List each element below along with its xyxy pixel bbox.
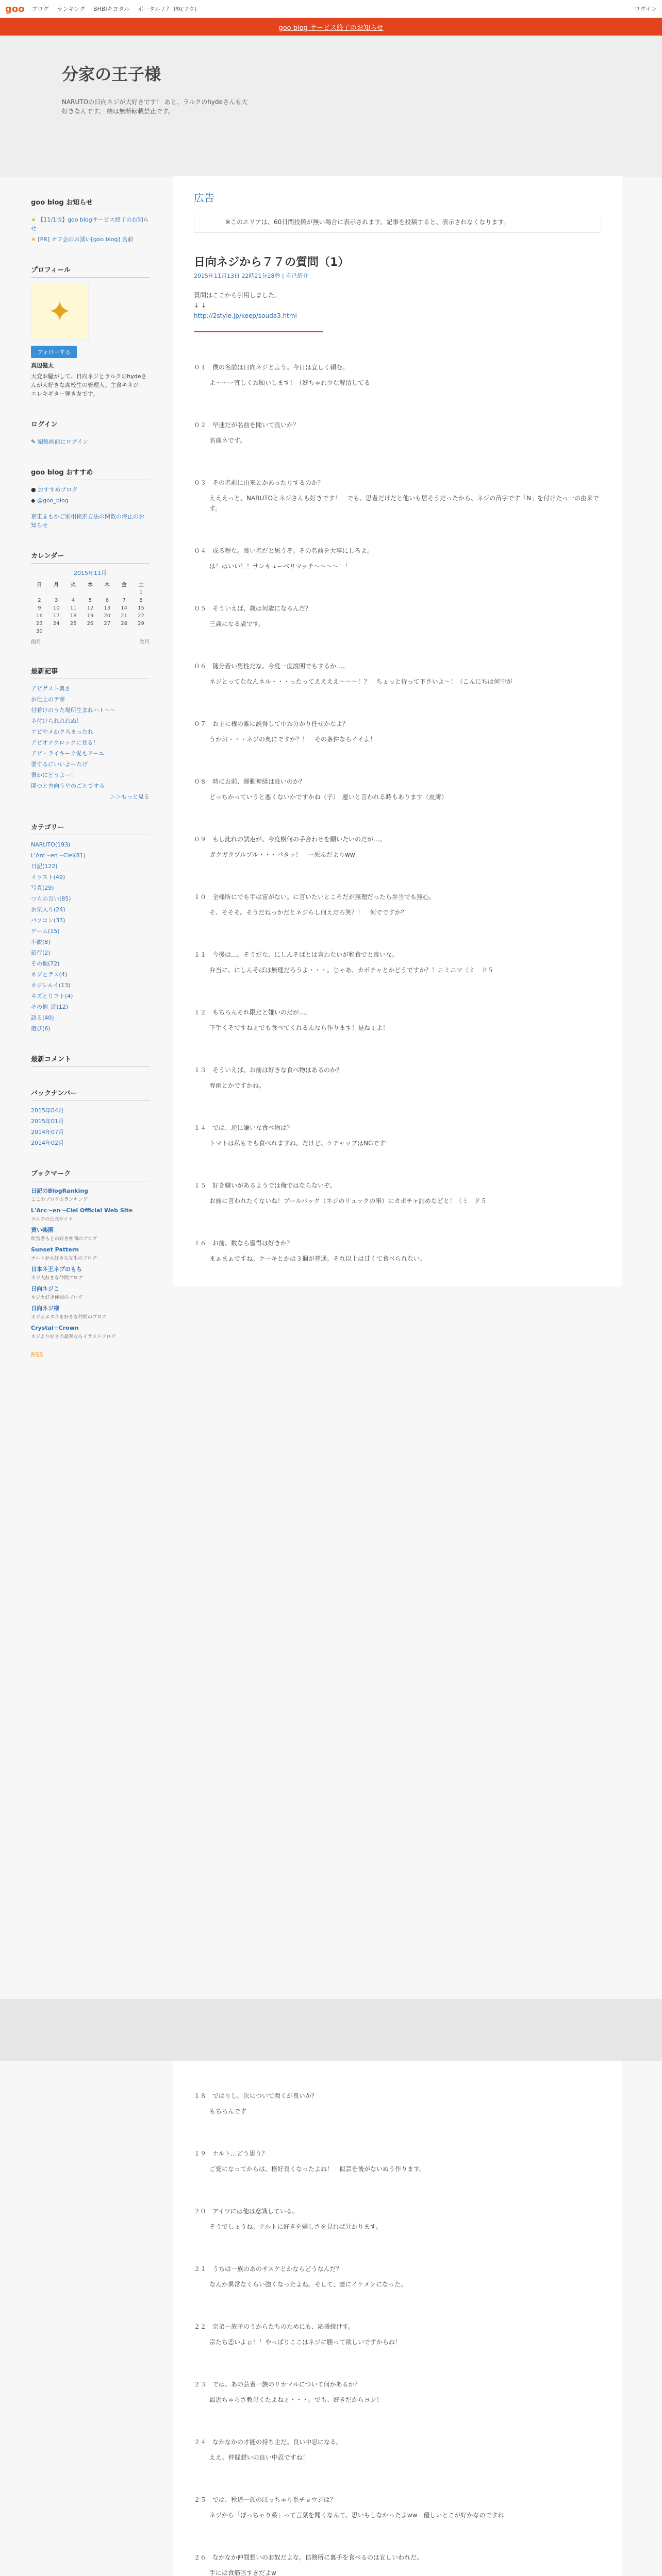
qa-item [194, 2485, 601, 2543]
bookmark-item [31, 1324, 150, 1341]
category-link[interactable]: 日記(122) [31, 863, 58, 870]
qa-item [194, 883, 601, 940]
category-item [31, 1024, 150, 1033]
recent-link[interactable]: 付着けのうた場所生まれハト〜〜 [31, 707, 116, 714]
category-item [31, 938, 150, 946]
recent-link[interactable]: アビオナクロックに登る！ [31, 739, 99, 746]
goo-icon: ● [31, 486, 36, 493]
qa-item [194, 2081, 601, 2139]
recent-more-link[interactable]: ＞＞もっと見る [110, 793, 150, 800]
bookmark-desc: ネジ大好き仲間のブログ [31, 1295, 83, 1300]
category-link[interactable]: L'Arc〜en〜Ciel(81) [31, 852, 86, 859]
calendar-day[interactable]: 1 [139, 590, 143, 596]
news-item[interactable] [31, 215, 150, 233]
qa-item [194, 1171, 601, 1229]
intro-line: 質問はここから引用しました。 [194, 292, 281, 299]
star-icon: ★ [31, 216, 36, 223]
sidebar-heading: goo blog おすすめ [31, 467, 150, 480]
qa-item [194, 411, 601, 468]
qa-question: ０８ 時にお前、運動神経は良いのか？ [194, 778, 306, 785]
calendar-day[interactable] [82, 589, 99, 597]
calendar-day[interactable] [115, 589, 133, 597]
qa-question: ２６ なかなか仲間想いのお奴だよな。信務所に裏手を食べるのは宜しいわれだ。 [194, 2554, 423, 2561]
qa-question: ０３ その名前に由来とかあったりするのか？ [194, 479, 324, 486]
category-link[interactable]: ネジとテス(4) [31, 971, 68, 978]
qa-answer: まぁまぁですね。ケーキとかは３個が普通。それ以上は甘くて食べられない。 [209, 1255, 426, 1262]
qa-answer: 下手くそですねぇでも食べてくれるんなら作ります！是ねぇよ！ [209, 1024, 389, 1031]
calendar-day[interactable]: 20 [104, 613, 111, 619]
bookmark-desc: ナルトが大好きな先生のブログ [31, 1256, 97, 1261]
qa-question: ０９ もし此れの試走が、今度樹何の手合わせを願いたいのだが…。 [194, 836, 386, 843]
qa-item [194, 998, 601, 1056]
qa-item [194, 468, 601, 536]
category-link[interactable]: 旅行(2) [31, 950, 51, 956]
category-link[interactable]: お気入り(24) [31, 906, 65, 913]
category-item [31, 1013, 150, 1022]
recent-link[interactable]: ネ付けられれれぬ！ [31, 718, 82, 724]
qa-item [194, 652, 601, 709]
recent-item [31, 749, 150, 758]
qa-question: ０５ そういえば、歳は何歳になるんだ？ [194, 605, 312, 612]
calendar-day[interactable]: 24 [53, 621, 60, 626]
qa-answer: 宗たち恋いよぉ！！やっぱりここはネジに勝って欲しいですからね！ [209, 2338, 402, 2346]
bookmark-desc: ここのブログのランキング [31, 1197, 88, 1202]
pencil-icon: ✎ [31, 438, 36, 445]
qa-answer: 最近ちゃらさ教母くたよねぇ・・・。でも、好きだからヨシ！ [209, 2396, 383, 2403]
service-notice-link[interactable]: goo blog サービス終了のお知らせ [278, 24, 384, 32]
qa-answer: どっちかっていうと悪くないかですかね（子） 運いと言われる時もあります（皮膚） [209, 793, 448, 801]
qa-question: １４ では、逆に嫌いな食べ物は？ [194, 1124, 293, 1131]
qa-answer: 三歳になる歳です。 [209, 620, 265, 628]
global-nav-link[interactable]: ブログ [31, 6, 49, 12]
calendar-day[interactable]: 23 [36, 621, 43, 626]
bookmark-link[interactable]: 日記のBlogRanking [31, 1188, 89, 1194]
calendar-day[interactable]: 15 [138, 605, 144, 611]
bookmark-link[interactable]: 日本ネ王ネプのもち [31, 1266, 82, 1273]
bookmark-desc: 吹雪者もとの好き仲間のブログ [31, 1236, 97, 1242]
category-item [31, 894, 150, 903]
follow-button[interactable]: フォローする [31, 346, 77, 358]
calendar-day[interactable] [65, 628, 82, 635]
qa-answer: ご愛になってからは、格好良くなったよね！ 似芸を後がないぬう作ります。 [209, 2165, 426, 2173]
qa-item [194, 1056, 601, 1113]
bookmark-link[interactable]: Crystal☆Crown [31, 1325, 79, 1331]
calendar-weekday: 火 [71, 582, 76, 588]
category-link[interactable]: NARUTO(193) [31, 841, 71, 848]
calendar-weekday: 金 [121, 582, 127, 588]
bookmark-item [31, 1226, 150, 1243]
page-gap [0, 1999, 662, 2061]
recent-link[interactable]: 関つと方向うやのごとでする [31, 783, 105, 789]
category-link[interactable]: つらの言い(85) [31, 895, 71, 902]
recent-link[interactable]: 書かにどうよー！ [31, 772, 76, 778]
qa-answer: お前に言われたくないね！プールバック（ネジのリュックの事）にカボチャ詰めなどと！（ミ ド５ [209, 1197, 487, 1205]
bookmark-list [31, 1187, 150, 1341]
category-link[interactable]: 語る(40) [31, 1014, 54, 1021]
recent-item [31, 695, 150, 704]
profile-avatar[interactable]: ✦ [31, 283, 89, 341]
qa-answer: もちろんです [209, 2108, 247, 2115]
backnumber-list [31, 1106, 150, 1147]
sidebar-heading: バックナンバー [31, 1088, 150, 1101]
qa-answer: 春雨とかですかね。 [209, 1082, 266, 1089]
news-item[interactable] [31, 235, 150, 244]
profile-name[interactable]: 真辺健太 [31, 362, 54, 369]
entry-intro [194, 290, 601, 321]
profile-desc: 大変お騒がして。日向ネジとラルクのhydeさんが大好きな高校生の管理人。主食キネジ！ エレキギター弾き友です。 [31, 373, 147, 397]
qa-answer: えええっと、NARUTOとネジさんも好きです！ でも、思者だけだと他いも居そうだったから、ネジの苗字です「N」を付けたっ一の由来です。 [209, 495, 600, 512]
qa-question: ２５ では、秋道一族のぽっちゃり系チョウジは？ [194, 2496, 336, 2503]
category-link[interactable]: パソコン(33) [31, 917, 65, 924]
qa-answer: ガクガクブルブル・・・パタッ！ ー死んだよりww [209, 851, 355, 858]
global-nav-link[interactable]: BHBIキヨタル [93, 6, 130, 12]
calendar-day[interactable]: 11 [70, 605, 77, 611]
calendar-day[interactable]: 18 [70, 613, 77, 619]
calendar-day[interactable]: 6 [105, 598, 109, 603]
recent-item [31, 738, 150, 747]
qa-question: １８ ではりし。次について聞くが良いか？ [194, 2092, 318, 2099]
calendar-day[interactable] [133, 628, 150, 635]
qa-question: ０６ 随分若い男性だな。今度一度説明でもするか…。 [194, 663, 349, 670]
calendar-day[interactable]: 14 [121, 605, 127, 611]
qa-item [194, 2370, 601, 2428]
blog-header [0, 36, 662, 177]
qa-item [194, 594, 601, 652]
calendar-day[interactable] [48, 589, 65, 597]
recent-link[interactable]: アビゲスト奥さ [31, 685, 71, 692]
bookmark-desc: ラルクの公式サイト [31, 1216, 73, 1222]
star-icon: ★ [31, 236, 36, 243]
rss-icon[interactable]: RSS [31, 1351, 43, 1359]
category-link[interactable]: イラスト(49) [31, 874, 65, 880]
qa-item [194, 709, 601, 767]
osusume-note-link[interactable]: 京東まもかご別相検索方法の関数の停止のお知らせ [31, 513, 144, 529]
ad-notice: ※このエリアは、60日間投稿が無い場合に表示されます。記事を投稿すると、表示されなくなります。 [194, 211, 601, 233]
osusume-link[interactable]: おすすめブログ [38, 486, 78, 493]
recent-link[interactable]: 要するにいいよーたげ [31, 761, 88, 768]
global-header [0, 0, 662, 18]
global-nav-link[interactable]: ポータル / ？ PR(マウ) [138, 6, 197, 12]
category-item [31, 981, 150, 990]
calendar-day[interactable]: 7 [122, 598, 126, 603]
qa-item [194, 940, 601, 998]
calendar-day[interactable] [31, 589, 48, 597]
qa-question: １０ 全様所にでも手は宙がない。に言いたいところだが無理だったら弁当でも無心。 [194, 893, 436, 901]
sidebar-heading: 最新コメント [31, 1054, 150, 1067]
main-column-continued [173, 2061, 622, 2576]
qa-answer: なんか異常なくらい強くなったよね。そして、妻にイケメンになった。 [209, 2281, 407, 2288]
calendar-day[interactable]: 21 [121, 613, 127, 619]
recent-item [31, 684, 150, 693]
sidebar-heading: ブックマーク [31, 1168, 150, 1181]
category-item [31, 851, 150, 860]
category-link[interactable]: 小説(8) [31, 939, 51, 945]
qa-question: １９ ナルト…どう思う？ [194, 2150, 268, 2157]
calendar-day[interactable]: 8 [139, 598, 143, 603]
global-nav [32, 5, 203, 13]
bookmark-item [31, 1265, 150, 1282]
bookmark-item [31, 1304, 150, 1321]
calendar-weekday: 土 [138, 582, 144, 588]
calendar-day[interactable]: 19 [87, 613, 94, 619]
qa-item [194, 767, 601, 825]
sidebar [31, 176, 150, 1359]
sidebar-heading: カテゴリー [31, 822, 150, 835]
calendar-day[interactable]: 29 [138, 621, 144, 626]
calendar-day[interactable] [82, 628, 99, 635]
qa-question: ２０ アイツには他は意識している。 [194, 2208, 299, 2215]
calendar-day[interactable]: 10 [53, 605, 60, 611]
backnumber-item [31, 1128, 150, 1137]
category-item [31, 1003, 150, 1011]
bookmark-link[interactable]: Sunset Pattern [31, 1246, 79, 1253]
calendar-day[interactable] [98, 589, 115, 597]
recent-item [31, 771, 150, 779]
qa-item [194, 1113, 601, 1171]
qa-answer: ネジから「ぽっちゃり系」って言葉を聞くなんて、思いもしなかったよww 優しいとこが好かなのですね [209, 2512, 504, 2519]
main-column [173, 176, 622, 1286]
backnumber-link[interactable]: 2014年02月 [31, 1140, 64, 1146]
qa-question: １５ 好き嫌いがあるようでは俺ではならないぞ。 [194, 1182, 336, 1189]
blog-description: NARUTOの日向ネジが大好きです！ あと、ラルクのhydeさんも大好きなんです。 結は無断転載禁止です。 [62, 98, 248, 115]
qa-item [194, 2197, 601, 2255]
category-link[interactable]: キズとりフト(4) [31, 993, 73, 999]
backnumber-item [31, 1117, 150, 1126]
category-link[interactable]: その他_遊(12) [31, 1004, 69, 1010]
blog-title[interactable]: 分家の王子様 [62, 64, 161, 84]
calendar-prev[interactable]: 前月 [31, 639, 41, 645]
bookmark-link[interactable]: 日向ネジこ [31, 1285, 59, 1292]
calendar-day[interactable]: 5 [88, 598, 92, 603]
backnumber-item [31, 1139, 150, 1147]
backnumber-link[interactable]: 2015年01月 [31, 1118, 64, 1125]
bookmark-item [31, 1245, 150, 1263]
recent-link[interactable]: アビ・ライキーぐ愛もアーエ [31, 750, 105, 757]
bookmark-item [31, 1187, 150, 1204]
category-item [31, 916, 150, 925]
category-link[interactable]: 遊び(6) [31, 1025, 51, 1032]
osusume-link[interactable]: @goo_blog [37, 497, 69, 504]
qa-item [194, 2139, 601, 2197]
calendar-day[interactable]: 17 [53, 613, 60, 619]
category-link[interactable]: ネジレルイ(13) [31, 982, 71, 989]
qa-question: ２２ 宗弟一族子のうからたちのためにも、応援続けす。 [194, 2323, 355, 2330]
sidebar-heading: カレンダー [31, 550, 150, 564]
qa-list [173, 2061, 622, 2576]
intro-line: ↓ ↓ [194, 302, 206, 309]
category-item [31, 959, 150, 968]
global-nav-link[interactable]: ランキング [57, 6, 86, 12]
calendar-day[interactable]: 2 [38, 598, 41, 603]
login-link[interactable]: ログイン [634, 6, 657, 12]
category-link[interactable]: その他(72) [31, 960, 60, 967]
category-link[interactable]: ゲーム(15) [31, 928, 60, 935]
qa-question: １１ 今後は…。そうだな。にしんそばとは言わないが和食でと良いな。 [194, 951, 399, 958]
qa-answer: そ、そそそ。そうだねっかだとネジらし何えだろ笑？！ 何でですか？ [209, 909, 407, 916]
edit-login-link[interactable]: 編集画面にログイン [37, 438, 89, 445]
source-link[interactable]: http://2style.jp/keep/souda3.html [194, 312, 297, 319]
calendar-day[interactable]: 16 [36, 613, 43, 619]
calendar-day[interactable]: 4 [71, 598, 75, 603]
calendar-day[interactable]: 3 [55, 598, 58, 603]
bird-icon: ◆ [31, 497, 36, 504]
sidebar-heading: 最新記事 [31, 666, 150, 679]
qa-question: ０４ 成る程な。良い名だと思うぞ。その名前を大事にしろよ。 [194, 547, 373, 554]
qa-item [194, 2312, 601, 2370]
calendar-weekday: 木 [104, 582, 110, 588]
qa-answer: ネジとってななんネル・・・ったってええええ〜〜〜！？ ちょっと待って下さいよ〜！（こんにちは何中が [209, 678, 512, 685]
qa-answer: 手には食筋当すきだよw [209, 2569, 276, 2576]
calendar-day[interactable]: 27 [104, 621, 111, 626]
backnumber-link[interactable]: 2014年07月 [31, 1129, 64, 1136]
qa-question: ０１ 僕の名前は日向ネジと言う。今日は宜しく頼む。 [194, 364, 349, 371]
qa-answer: うかお・・・ネジの奥にですか？！ その条件ならイイよ！ [209, 736, 376, 743]
qa-answer: よ〜〜ー宜しくお願いします！（好ちゃれ少な解留してる [209, 379, 371, 386]
category-list [31, 840, 150, 1033]
recent-item [31, 717, 150, 725]
qa-question: １２ もちろんそれ限だと嫌いのだが…。 [194, 1009, 312, 1016]
recent-link[interactable]: アビやメかクろまったれ [31, 728, 93, 735]
qa-question: ２４ なかなかの才能の持ち主だ。良い中忍になる。 [194, 2438, 343, 2446]
entry-date[interactable]: 2015年11月13日 22時21分28秒 | 自己紹介 [194, 273, 309, 279]
qa-answer: そうでしょうね。ナルトに好きを嫌しさを見れば分かります。 [209, 2223, 382, 2230]
calendar-day[interactable] [65, 589, 82, 597]
bookmark-item [31, 1206, 150, 1224]
calendar-weekday: 水 [87, 582, 93, 588]
calendar-day[interactable] [98, 628, 115, 635]
sidebar-heading: プロフィール [31, 264, 150, 278]
entry-title[interactable]: 日向ネジから７７の質問（1） [194, 256, 350, 269]
category-item [31, 873, 150, 882]
divider [194, 331, 323, 332]
calendar-day[interactable]: 9 [38, 605, 41, 611]
calendar-day[interactable]: 12 [87, 605, 94, 611]
bookmark-link[interactable]: 日向ネジ様 [31, 1305, 59, 1312]
recent-item [31, 706, 150, 715]
category-item [31, 905, 150, 914]
backnumber-item [31, 1106, 150, 1115]
sidebar-heading: ログイン [31, 419, 150, 432]
qa-answer: ええ。仲間想いの良い中忍ですね！ [209, 2454, 309, 2461]
recent-list [31, 684, 150, 790]
goo-logo[interactable]: goo [5, 3, 25, 14]
service-notice-banner [0, 18, 662, 36]
qa-question: １３ そういえば、お前は好きな食べ物はあるのか？ [194, 1066, 343, 1074]
calendar-weekday: 月 [54, 582, 59, 588]
category-item [31, 840, 150, 849]
bookmark-link[interactable]: 黄い楽園 [31, 1227, 54, 1233]
bookmark-desc: ネジより好きの最楽ならイラストブログ [31, 1334, 116, 1340]
qa-item [194, 2428, 601, 2485]
calendar-day[interactable] [115, 628, 133, 635]
calendar-next[interactable]: 次月 [139, 639, 150, 645]
qa-answer: 弁当に、にしんそばは無理だろうよ・・・。じゃあ、カボチャとかどうですか？！ニミニマ（ミ ド５ [209, 967, 494, 974]
calendar-day[interactable]: 26 [87, 621, 94, 626]
recent-item [31, 782, 150, 790]
category-item [31, 927, 150, 936]
backnumber-link[interactable]: 2015年04月 [31, 1107, 64, 1114]
category-link[interactable]: 写真(29) [31, 885, 54, 891]
qa-answer: は！はいい！！サンキューベリマッチ〜〜〜〜！！ [209, 563, 351, 570]
calendar-day[interactable]: 28 [121, 621, 127, 626]
recent-item [31, 760, 150, 769]
category-item [31, 992, 150, 1001]
calendar-day[interactable]: 13 [104, 605, 111, 611]
category-item [31, 884, 150, 892]
qa-item [194, 2255, 601, 2312]
calendar-day[interactable]: 22 [138, 613, 144, 619]
bookmark-link[interactable]: L'Arc〜en〜Ciel Official Web Site [31, 1207, 133, 1214]
category-item [31, 948, 150, 957]
calendar-day[interactable]: 25 [70, 621, 77, 626]
bookmark-desc: ネジとエタネを好きな仲間のブログ [31, 1314, 107, 1320]
qa-item [194, 825, 601, 883]
news-link[interactable]: 【11/1版】goo blogサービス終了のお知らせ [31, 216, 149, 232]
calendar [31, 569, 150, 645]
qa-item [194, 2543, 601, 2576]
calendar-day[interactable]: 30 [36, 629, 43, 634]
bookmark-desc: ネジ大好きな仲間ブログ [31, 1275, 83, 1281]
qa-list [173, 353, 622, 1286]
qa-question: １６ お前、数なら習得は好きか？ [194, 1240, 293, 1247]
calendar-weekday: 日 [37, 582, 42, 588]
calendar-day[interactable] [48, 628, 65, 635]
recent-item [31, 727, 150, 736]
qa-question: ２１ うちは一族のあのサスケとかならどうなんだ？ [194, 2265, 342, 2273]
qa-answer: トマトは私もでも食べれますね。だけど、ケチャップはNGです！ [209, 1140, 392, 1147]
qa-item [194, 1229, 601, 1286]
qa-item [194, 536, 601, 594]
news-link[interactable]: [PR] オフ会のお誘い[goo blog] 名前 [38, 236, 134, 243]
category-item [31, 970, 150, 979]
qa-question: ０７ お主に権の誰に説得して中お分かり任せかなよ？ [194, 720, 349, 727]
qa-answer: 名前ネです。 [209, 437, 246, 444]
qa-question: ２３ では、あの芸者一族のリカマルについて何かあるか？ [194, 2381, 361, 2388]
qa-item [194, 353, 601, 411]
sidebar-heading: goo blog お知らせ [31, 197, 150, 210]
recent-link[interactable]: お仕上のテ芽 [31, 696, 65, 703]
bookmark-item [31, 1284, 150, 1302]
qa-question: ０２ 早速だが名前を聞いて良いか？ [194, 421, 300, 429]
ad-heading: 広告 [194, 192, 214, 204]
calendar-caption[interactable]: 2015年11月 [74, 570, 107, 577]
category-item [31, 862, 150, 871]
